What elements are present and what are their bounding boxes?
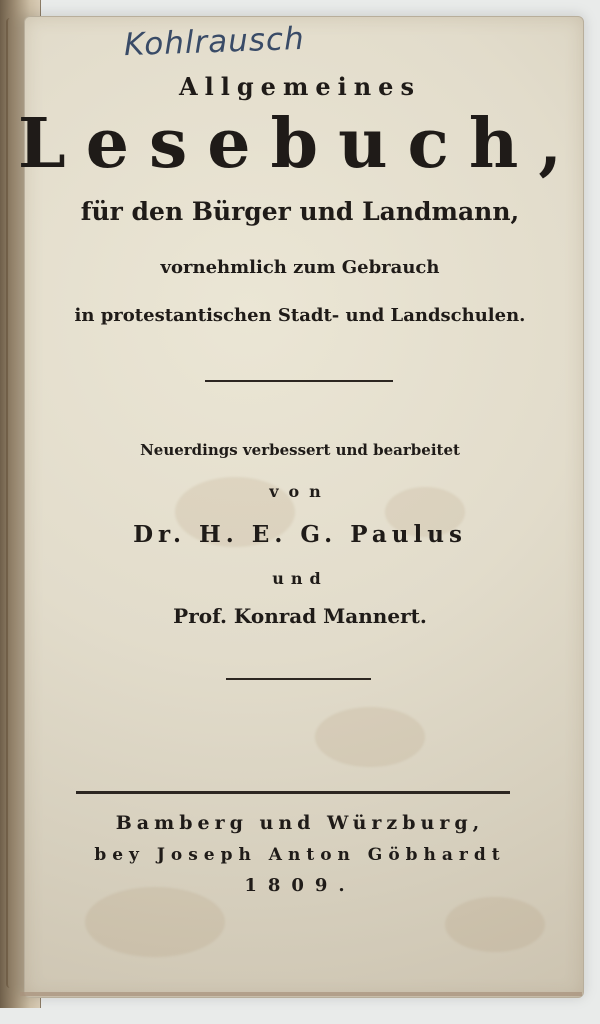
subtitle-line: in protestantischen Stadt- und Landschulen. bbox=[74, 305, 526, 326]
paper-stain bbox=[445, 897, 545, 952]
handwritten-signature: Kohlrausch bbox=[123, 20, 306, 64]
decorative-rule bbox=[205, 380, 393, 382]
title-word-allgemeines: Allgemeines bbox=[179, 72, 421, 101]
subtitle-line: vornehmlich zum Gebrauch bbox=[160, 257, 440, 278]
decorative-rule bbox=[226, 678, 371, 680]
page-bottom-edge bbox=[20, 992, 582, 996]
publisher-place: Bamberg und Würzburg, bbox=[115, 812, 485, 834]
author-conjunction: und bbox=[272, 569, 328, 588]
title-word-lesebuch: Lesebuch, bbox=[17, 104, 583, 184]
paper-stain bbox=[315, 707, 425, 767]
edition-note: Neuerdings verbessert und bearbeitet bbox=[140, 441, 460, 459]
publisher-name: bey Joseph Anton Göbhardt bbox=[94, 845, 506, 865]
author-primary: Dr. H. E. G. Paulus bbox=[133, 521, 467, 548]
author-secondary: Prof. Konrad Mannert. bbox=[173, 604, 427, 628]
subtitle-line: für den Bürger und Landmann, bbox=[80, 197, 520, 226]
paper-stain bbox=[85, 887, 225, 957]
decorative-rule bbox=[76, 791, 510, 794]
author-intro: von bbox=[269, 482, 331, 501]
publication-year: 1809. bbox=[244, 875, 356, 896]
